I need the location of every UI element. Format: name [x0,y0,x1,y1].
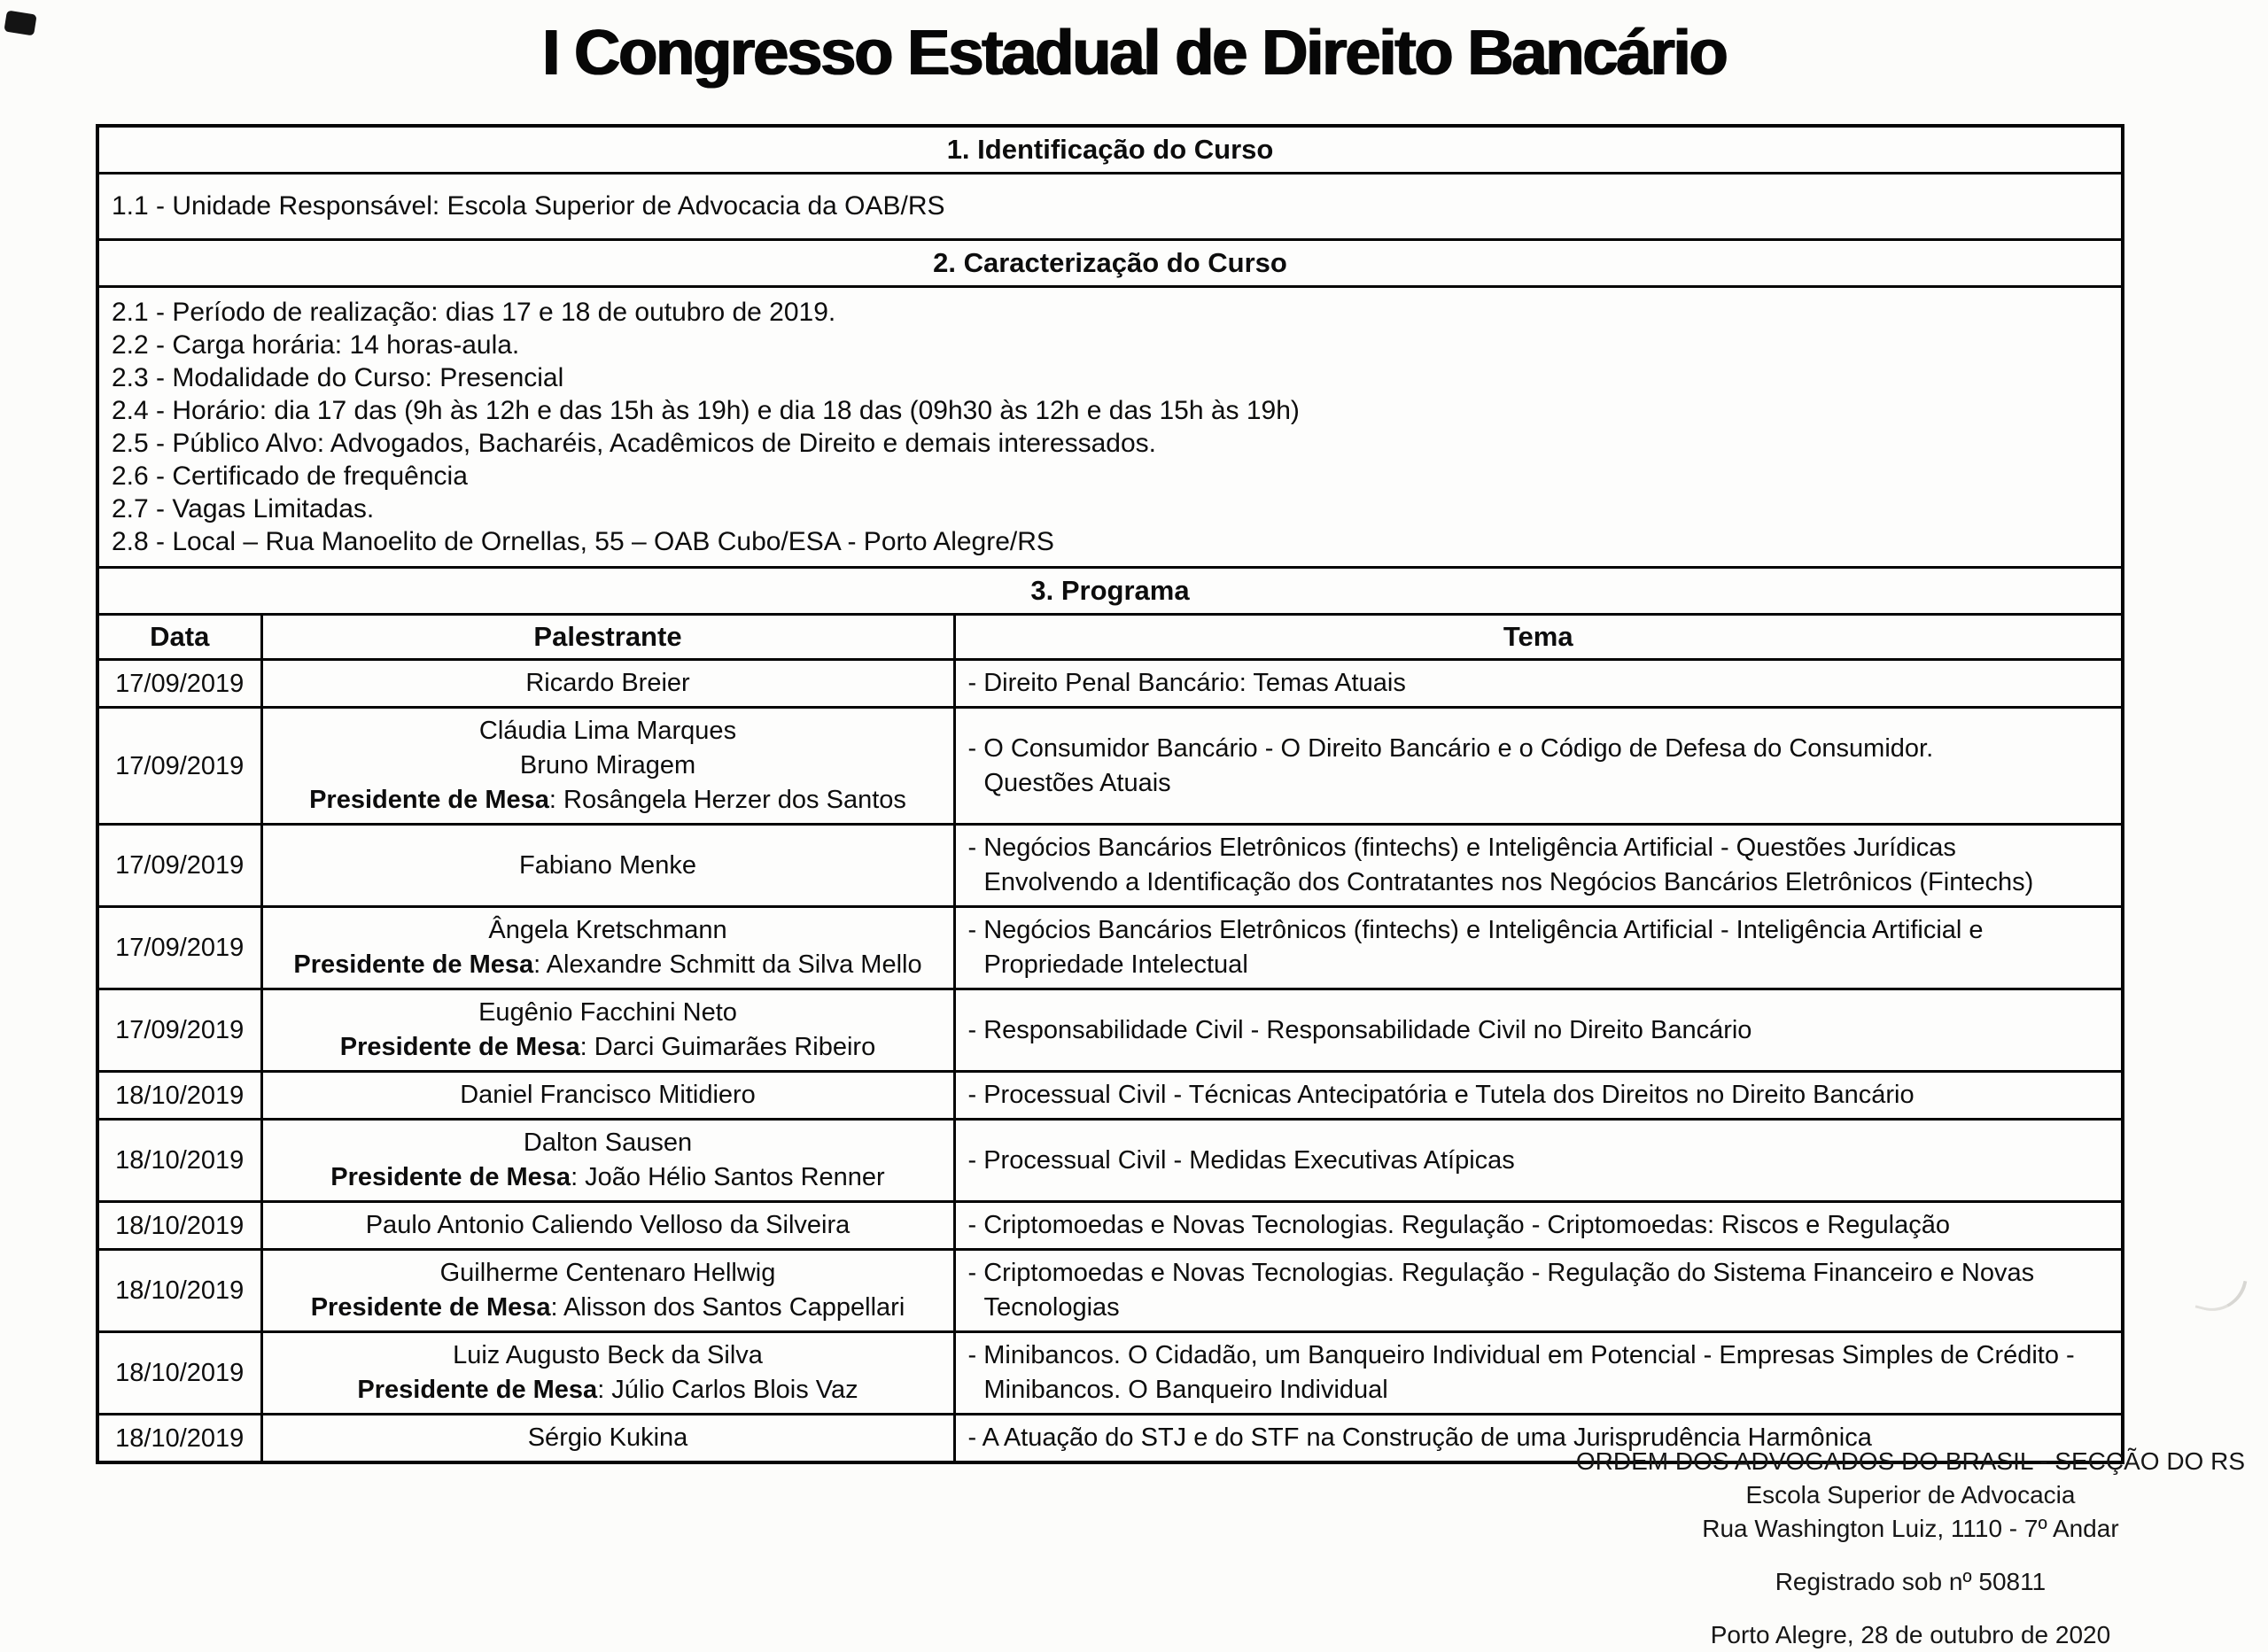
column-header-palestrante: Palestrante [261,615,954,660]
tema-line: Propriedade Intelectual [983,950,1248,979]
speaker-line: Fabiano Menke [519,850,696,880]
footer-date-line: Porto Alegre, 28 de outubro de 2020 [1710,1621,2111,1648]
tema-line: - Negócios Bancários Eletrônicos (fintechs) e Inteligência Artificial - Inteligência Artificial e [967,916,1984,944]
program-header: 3. Programa [97,568,2123,615]
program-row [97,825,2123,907]
speaker-line: Presidente de Mesa: Júlio Carlos Blois Vaz [357,1376,858,1404]
tema-line: - A Atuação do STJ e do STF na Construção de uma Jurisprudência Harmônica [967,1423,1872,1452]
speaker-line: Dalton Sausen [523,1128,693,1157]
date-cell: 18/10/2019 [97,1332,261,1415]
tema-cell [954,825,2123,907]
tema-cell [954,708,2123,825]
footer-org-line: ORDEM DOS ADVOGADOS DO BRASIL - SECÇÃO DO RS [1575,1447,2245,1475]
palestrante-cell [261,1120,954,1202]
tema-cell [954,1120,2123,1202]
column-header-tema: Tema [954,615,2123,660]
speaker-line: Bruno Miragem [519,751,696,779]
section2-item: 2.8 - Local – Rua Manoelito de Ornellas, 55 – OAB Cubo/ESA - Porto Alegre/RS [112,527,1054,556]
date-cell: 18/10/2019 [97,1120,261,1202]
tema-cell [954,1332,2123,1415]
date-cell: 17/09/2019 [97,660,261,708]
tema-cell [954,1072,2123,1120]
speaker-line: Paulo Antonio Caliendo Velloso da Silveira [365,1211,850,1239]
speaker-line: Presidente de Mesa: João Hélio Santos Renner [330,1163,885,1191]
section2-items-row [97,287,2123,568]
tema-cell [954,907,2123,989]
program-row [97,1072,2123,1120]
scan-artifact [4,10,36,35]
section2-item: 2.1 - Período de realização: dias 17 e 18 de outubro de 2019. [112,298,836,327]
program-row [97,1120,2123,1202]
tema-line: - Processual Civil - Medidas Executivas Atípicas [967,1145,1515,1175]
tema-cell [954,989,2123,1072]
page-title: I Congresso Estadual de Direito Bancário [541,18,1727,89]
date-cell: 18/10/2019 [97,1072,261,1120]
palestrante-cell [261,1202,954,1250]
tema-line: - Direito Penal Bancário: Temas Atuais [967,669,1406,697]
program-row [97,660,2123,708]
tema-line: - O Consumidor Bancário - O Direito Bancário e o Código de Defesa do Consumidor. [967,733,1934,763]
tema-cell [954,1202,2123,1250]
program-row [97,907,2123,989]
tema-cell [954,1250,2123,1332]
section1-header-row [97,126,2123,174]
date-cell: 17/09/2019 [97,907,261,989]
speaker-line: Presidente de Mesa: Rosângela Herzer dos Santos [309,786,906,814]
speaker-line: Ricardo Breier [525,669,690,697]
speaker-line: Daniel Francisco Mitidiero [460,1081,756,1109]
program-row [97,708,2123,825]
section1-header: 1. Identificação do Curso [97,126,2123,174]
program-columns-row [97,615,2123,660]
palestrante-cell [261,989,954,1072]
speaker-line: Guilherme Centenaro Hellwig [439,1259,776,1287]
date-cell: 18/10/2019 [97,1202,261,1250]
tema-line: - Minibancos. O Cidadão, um Banqueiro Individual em Potencial - Empresas Simples de Crédito - [967,1341,2075,1369]
tema-line: - Processual Civil - Técnicas Antecipatória e Tutela dos Direitos no Direito Bancário [967,1081,1915,1109]
section1-item: 1.1 - Unidade Responsável: Escola Superior de Advocacia da OAB/RS [97,174,2123,240]
section2-item: 2.2 - Carga horária: 14 horas-aula. [112,330,520,360]
footer-registry-line: Registrado sob nº 50811 [1775,1568,2047,1595]
palestrante-cell [261,825,954,907]
section2-item: 2.6 - Certificado de frequência [112,461,468,491]
tema-line: - Criptomoedas e Novas Tecnologias. Regulação - Regulação do Sistema Financeiro e Novas [967,1259,2035,1287]
tema-line: - Negócios Bancários Eletrônicos (fintechs) e Inteligência Artificial - Questões Jurídicas [967,834,1956,862]
palestrante-cell [261,907,954,989]
date-cell: 18/10/2019 [97,1415,261,1463]
palestrante-cell [261,1250,954,1332]
speaker-line: Presidente de Mesa: Alisson dos Santos Cappellari [310,1293,905,1322]
program-row [97,1202,2123,1250]
section2-header-row [97,240,2123,287]
date-cell: 17/09/2019 [97,708,261,825]
scan-artifact [2195,1271,2248,1319]
document-footer [1576,1445,2245,1652]
section2-item: 2.5 - Público Alvo: Advogados, Bacharéis, Acadêmicos de Direito e demais interessados. [112,429,1156,458]
tema-cell [954,660,2123,708]
speaker-line: Sérgio Kukina [527,1423,688,1452]
speaker-line: Presidente de Mesa: Alexandre Schmitt da Silva Mello [293,950,922,979]
tema-line: Questões Atuais [983,768,1171,797]
speaker-line: Eugênio Facchini Neto [478,998,737,1027]
palestrante-cell [261,1415,954,1463]
speaker-line: Cláudia Lima Marques [478,717,737,745]
program-row [97,1250,2123,1332]
section1-item-row [97,174,2123,240]
program-row [97,989,2123,1072]
palestrante-cell [261,708,954,825]
date-cell: 17/09/2019 [97,989,261,1072]
program-table-body [97,660,2123,1463]
speaker-line: Ângela Kretschmann [488,916,727,944]
palestrante-cell [261,1072,954,1120]
speaker-line: Luiz Augusto Beck da Silva [453,1341,763,1369]
footer-school-line: Escola Superior de Advocacia [1745,1481,2076,1509]
date-cell: 18/10/2019 [97,1250,261,1332]
footer-address-line: Rua Washington Luiz, 1110 - 7º Andar [1702,1515,2119,1542]
tema-line: - Responsabilidade Civil - Responsabilidade Civil no Direito Bancário [967,1015,1752,1044]
tema-line: Envolvendo a Identificação dos Contratantes nos Negócios Bancários Eletrônicos (Fintechs) [983,868,2034,896]
palestrante-cell [261,660,954,708]
document-table [96,124,2124,1464]
section2-items [97,287,2123,568]
tema-line: - Criptomoedas e Novas Tecnologias. Regulação - Criptomoedas: Riscos e Regulação [967,1211,1950,1239]
date-cell: 17/09/2019 [97,825,261,907]
palestrante-cell [261,1332,954,1415]
program-row [97,1332,2123,1415]
tema-line: Minibancos. O Banqueiro Individual [983,1376,1388,1404]
tema-line: Tecnologias [983,1293,1120,1322]
column-header-data: Data [97,615,261,660]
section2-header: 2. Caracterização do Curso [97,240,2123,287]
program-header-row [97,568,2123,615]
section2-item: 2.3 - Modalidade do Curso: Presencial [112,363,564,392]
speaker-line: Presidente de Mesa: Darci Guimarães Ribeiro [339,1033,876,1061]
section2-item: 2.7 - Vagas Limitadas. [112,494,375,524]
section2-item: 2.4 - Horário: dia 17 das (9h às 12h e das 15h às 19h) e dia 18 das (09h30 às 12h e das 15h às 19h) [112,396,1300,425]
